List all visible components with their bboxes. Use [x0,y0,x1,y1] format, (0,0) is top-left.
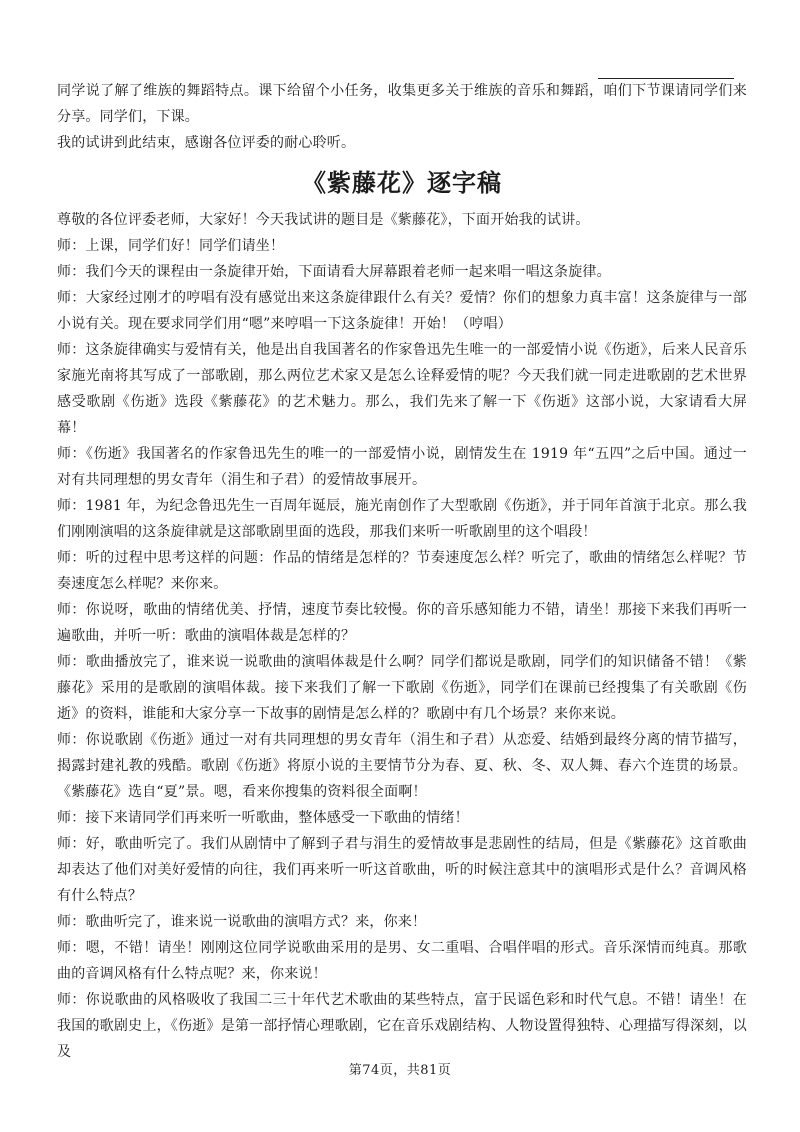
paragraph: 师：歌曲播放完了，谁来说一说歌曲的演唱体裁是什么啊？同学们都说是歌剧，同学们的知识储备不错！《紫藤花》采用的是歌剧的演唱体裁。接下来我们了解一下歌剧《伤逝》，同学们在课前已经搜集了有关歌剧《伤逝》的资料，谁能和大家分享一下故事的剧情是怎么样的？歌剧中有几个场景？来你来说。 [57,654,747,722]
intro-paragraph: 同学说了解了维族的舞蹈特点。课下给留个小任务，收集更多关于维族的音乐和舞蹈，咱们下节课请同学们来分享。同学们，下课。 [57,83,747,125]
document-body [57,78,747,1065]
paragraph: 师：听的过程中思考这样的问题：作品的情绪是怎样的？节奏速度怎么样？听完了，歌曲的情绪怎么样呢？节奏速度怎么样呢？来你来。 [57,550,747,592]
paragraph: 师：你说歌剧《伤逝》通过一对有共同理想的男女青年（涓生和子君）从恋爱、结婚到最终分离的情节描写，揭露封建礼教的残酷。歌剧《伤逝》将原小说的主要情节分为春、夏、秋、冬、双人舞、春六个连贯的场景。《紫藤花》选自“夏”景。嗯，看来你搜集的资料很全面啊！ [57,732,747,800]
paragraph: 师：接下来请同学们再来听一听歌曲，整体感受一下歌曲的情绪！ [57,810,469,826]
document-title: 《紫藤花》逐字稿 [302,169,502,197]
paragraph: 师：上课，同学们好！同学们请坐！ [57,238,285,254]
paragraph: 师：大家经过刚才的哼唱有没有感觉出来这条旋律跟什么有关？爱情？你们的想象力真丰富！这条旋律与一部小说有关。现在要求同学们用“嗯”来哼唱一下这条旋律！开始！（哼唱） [57,290,747,332]
paragraph: 师：这条旋律确实与爱情有关，他是出自我国著名的作家鲁迅先生唯一的一部爱情小说《伤逝》，后来人民音乐家施光南将其写成了一部歌剧，那么两位艺术家又是怎么诠释爱情的呢？今天我们就一同走进歌剧的艺术世界感受歌剧《伤逝》选段《紫藤花》的艺术魅力。那么，我们先来了解一下《伤逝》这部小说，大家请看大屏幕！ [57,342,747,436]
closing-remark: 我的试讲到此结束，感谢各位评委的耐心聆听。 [57,135,356,151]
paragraph: 师：你说呀，歌曲的情绪优美、抒情，速度节奏比较慢。你的音乐感知能力不错，请坐！那接下来我们再听一遍歌曲，并听一听：歌曲的演唱体裁是怎样的？ [57,602,747,644]
paragraph: 师：1981 年，为纪念鲁迅先生一百周年诞辰，施光南创作了大型歌剧《伤逝》，并于同年首演于北京。那么我们刚刚演唱的这条旋律就是这部歌剧里面的选段，那我们来听一听歌剧里的这个唱段！ [57,498,747,540]
paragraph: 师：歌曲听完了，谁来说一说歌曲的演唱方式？来，你来！ [57,914,427,930]
paragraph: 师：你说歌曲的风格吸收了我国二三十年代艺术歌曲的某些特点，富于民谣色彩和时代气息。不错！请坐！在我国的歌剧史上，《伤逝》是第一部抒情心理歌剧，它在音乐戏剧结构、人物设置得独特、心理描写得深刻，以及 [57,992,747,1060]
paragraph: 师：好，歌曲听完了。我们从剧情中了解到子君与涓生的爱情故事是悲剧性的结局，但是《紫藤花》这首歌曲却表达了他们对美好爱情的向往，我们再来听一听这首歌曲，听的时候注意其中的演唱形式是什么？音调风格有什么特点？ [57,836,747,904]
paragraph: 师：我们今天的课程由一条旋律开始，下面请看大屏幕跟着老师一起来唱一唱这条旋律。 [57,264,611,280]
paragraph: 师：嗯，不错！请坐！刚刚这位同学说歌曲采用的是男、女二重唱、合唱伴唱的形式。音乐深情而纯真。那歌曲的音调风格有什么特点呢？来，你来说！ [57,940,747,982]
page-number: 第74页，共81页 [348,1063,452,1078]
paragraph: 师：《伤逝》我国著名的作家鲁迅先生的唯一的一部爱情小说，剧情发生在 1919 年“五四”之后中国。通过一对有共同理想的男女青年（涓生和子君）的爱情故事展开。 [57,446,747,488]
paragraph-greeting: 尊敬的各位评委老师，大家好！今天我试讲的题目是《紫藤花》，下面开始我的试讲。 [57,212,590,228]
